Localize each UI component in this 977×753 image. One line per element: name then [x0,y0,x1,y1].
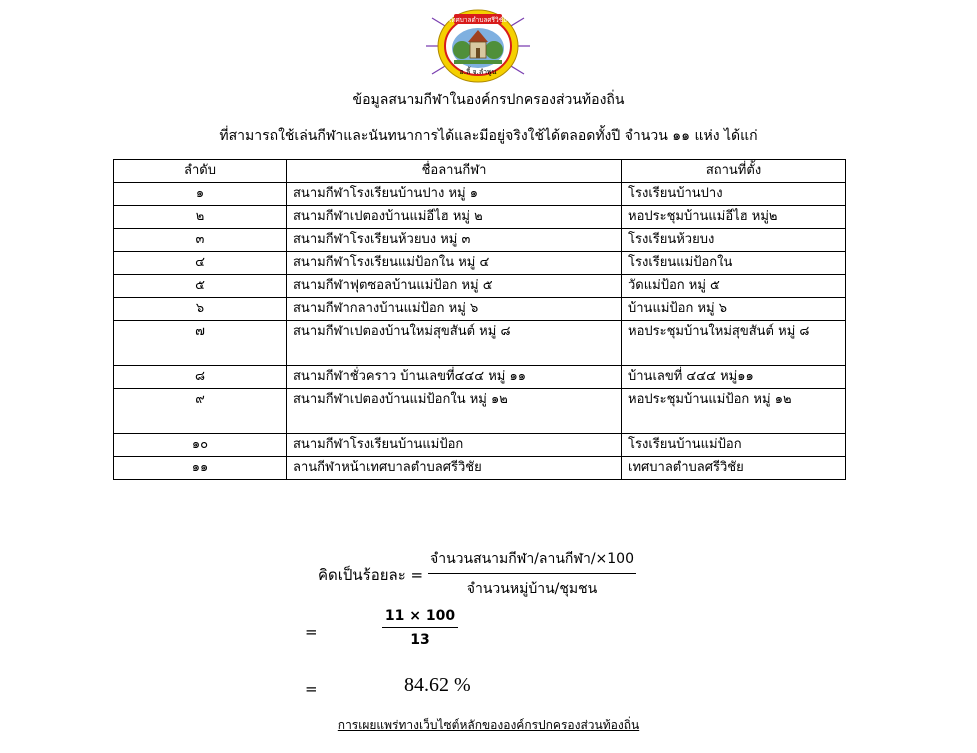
cell-no: ๑๐ [114,434,287,457]
formula-fraction-1 [428,548,636,600]
cell-place: วัดแม่ป้อก หมู่ ๕ [622,275,846,298]
table-header-row [114,160,846,183]
cell-place: เทศบาลตำบลศรีวิชัย [622,457,846,480]
table-row [114,366,846,389]
seal-emblem-icon [424,8,532,84]
cell-no: ๙ [114,389,287,434]
cell-name: สนามกีฬาเปตองบ้านแม่อีไฮ หมู่ ๒ [287,206,622,229]
fraction-1-numerator: จำนวนสนามกีฬา/ลานกีฬา/×100 [428,548,636,574]
equals-sign-2: = [305,680,318,698]
cell-place: โรงเรียนแม่ป้อกใน [622,252,846,275]
cell-no: ๓ [114,229,287,252]
fraction-2-numerator: 11 × 100 [382,608,458,628]
cell-place: โรงเรียนห้วยบง [622,229,846,252]
seal-text-top: เทศบาลตำบลศรีวิชัย [449,16,507,24]
fraction-2-denominator: 13 [410,632,430,648]
cell-no: ๔ [114,252,287,275]
table-row [114,229,846,252]
table-row [114,389,846,434]
cell-no: ๒ [114,206,287,229]
header-place: สถานที่ตั้ง [622,160,846,183]
table-row [114,206,846,229]
cell-no: ๖ [114,298,287,321]
cell-no: ๕ [114,275,287,298]
cell-place: หอประชุมบ้านแม่ป้อก หมู่ ๑๒ [622,389,846,434]
table-row [114,457,846,480]
cell-place: โรงเรียนบ้านปาง [622,183,846,206]
fraction-1-denominator: จำนวนหมู่บ้าน/ชุมชน [466,581,598,597]
cell-name: ลานกีฬาหน้าเทศบาลตำบลศรีวิชัย [287,457,622,480]
result-percentage: 84.62 % [404,674,471,696]
cell-name: สนามกีฬาฟุตซอลบ้านแม่ป้อก หมู่ ๕ [287,275,622,298]
header-no: ลำดับ [114,160,287,183]
cell-place: บ้านแม่ป้อก หมู่ ๖ [622,298,846,321]
table-row [114,183,846,206]
table-row [114,275,846,298]
cell-no: ๘ [114,366,287,389]
footer-note: การเผยแพร่ทางเว็บไซต์หลักขององค์กรปกครองส่วนท้องถิ่น [337,718,640,732]
cell-name: สนามกีฬาโรงเรียนบ้านปาง หมู่ ๑ [287,183,622,206]
cell-name: สนามกีฬาโรงเรียนห้วยบง หมู่ ๓ [287,229,622,252]
cell-name: สนามกีฬาโรงเรียนบ้านแม่ป้อก [287,434,622,457]
cell-name: สนามกีฬาชั่วคราว บ้านเลขที่๔๔๔ หมู่ ๑๑ [287,366,622,389]
cell-name: สนามกีฬาเปตองบ้านแม่ป้อกใน หมู่ ๑๒ [287,389,622,434]
cell-name: สนามกีฬาเปตองบ้านใหม่สุขสันต์ หมู่ ๘ [287,321,622,366]
cell-no: ๑๑ [114,457,287,480]
cell-place: หอประชุมบ้านใหม่สุขสันต์ หมู่ ๘ [622,321,846,366]
cell-name: สนามกีฬากลางบ้านแม่ป้อก หมู่ ๖ [287,298,622,321]
page-title: ข้อมูลสนามกีฬาในองค์กรปกครองส่วนท้องถิ่น [352,92,625,108]
seal-text-bottom: อ.ลี้ จ.ลำพูน [459,68,497,76]
formula-label: คิดเป็นร้อยละ = [318,566,424,584]
logo-seal [424,8,532,84]
cell-name: สนามกีฬาโรงเรียนแม่ป้อกใน หมู่ ๔ [287,252,622,275]
cell-place: หอประชุมบ้านแม่อีไฮ หมู่๒ [622,206,846,229]
formula-fraction-2 [382,608,458,648]
cell-place: โรงเรียนบ้านแม่ป้อก [622,434,846,457]
table-row [114,252,846,275]
cell-no: ๑ [114,183,287,206]
cell-place: บ้านเลขที่ ๔๔๔ หมู่๑๑ [622,366,846,389]
sports-field-table [113,159,846,480]
table-row [114,321,846,366]
cell-no: ๗ [114,321,287,366]
page-subtitle: ที่สามารถใช้เล่นกีฬาและนันทนาการได้และมีอยู่จริงใช้ได้ตลอดทั้งปี จำนวน ๑๑ แห่ง ได้แก่ [219,128,758,144]
table-row [114,298,846,321]
equals-sign-1: = [305,623,318,641]
table-row [114,434,846,457]
header-name: ชื่อลานกีฬา [287,160,622,183]
